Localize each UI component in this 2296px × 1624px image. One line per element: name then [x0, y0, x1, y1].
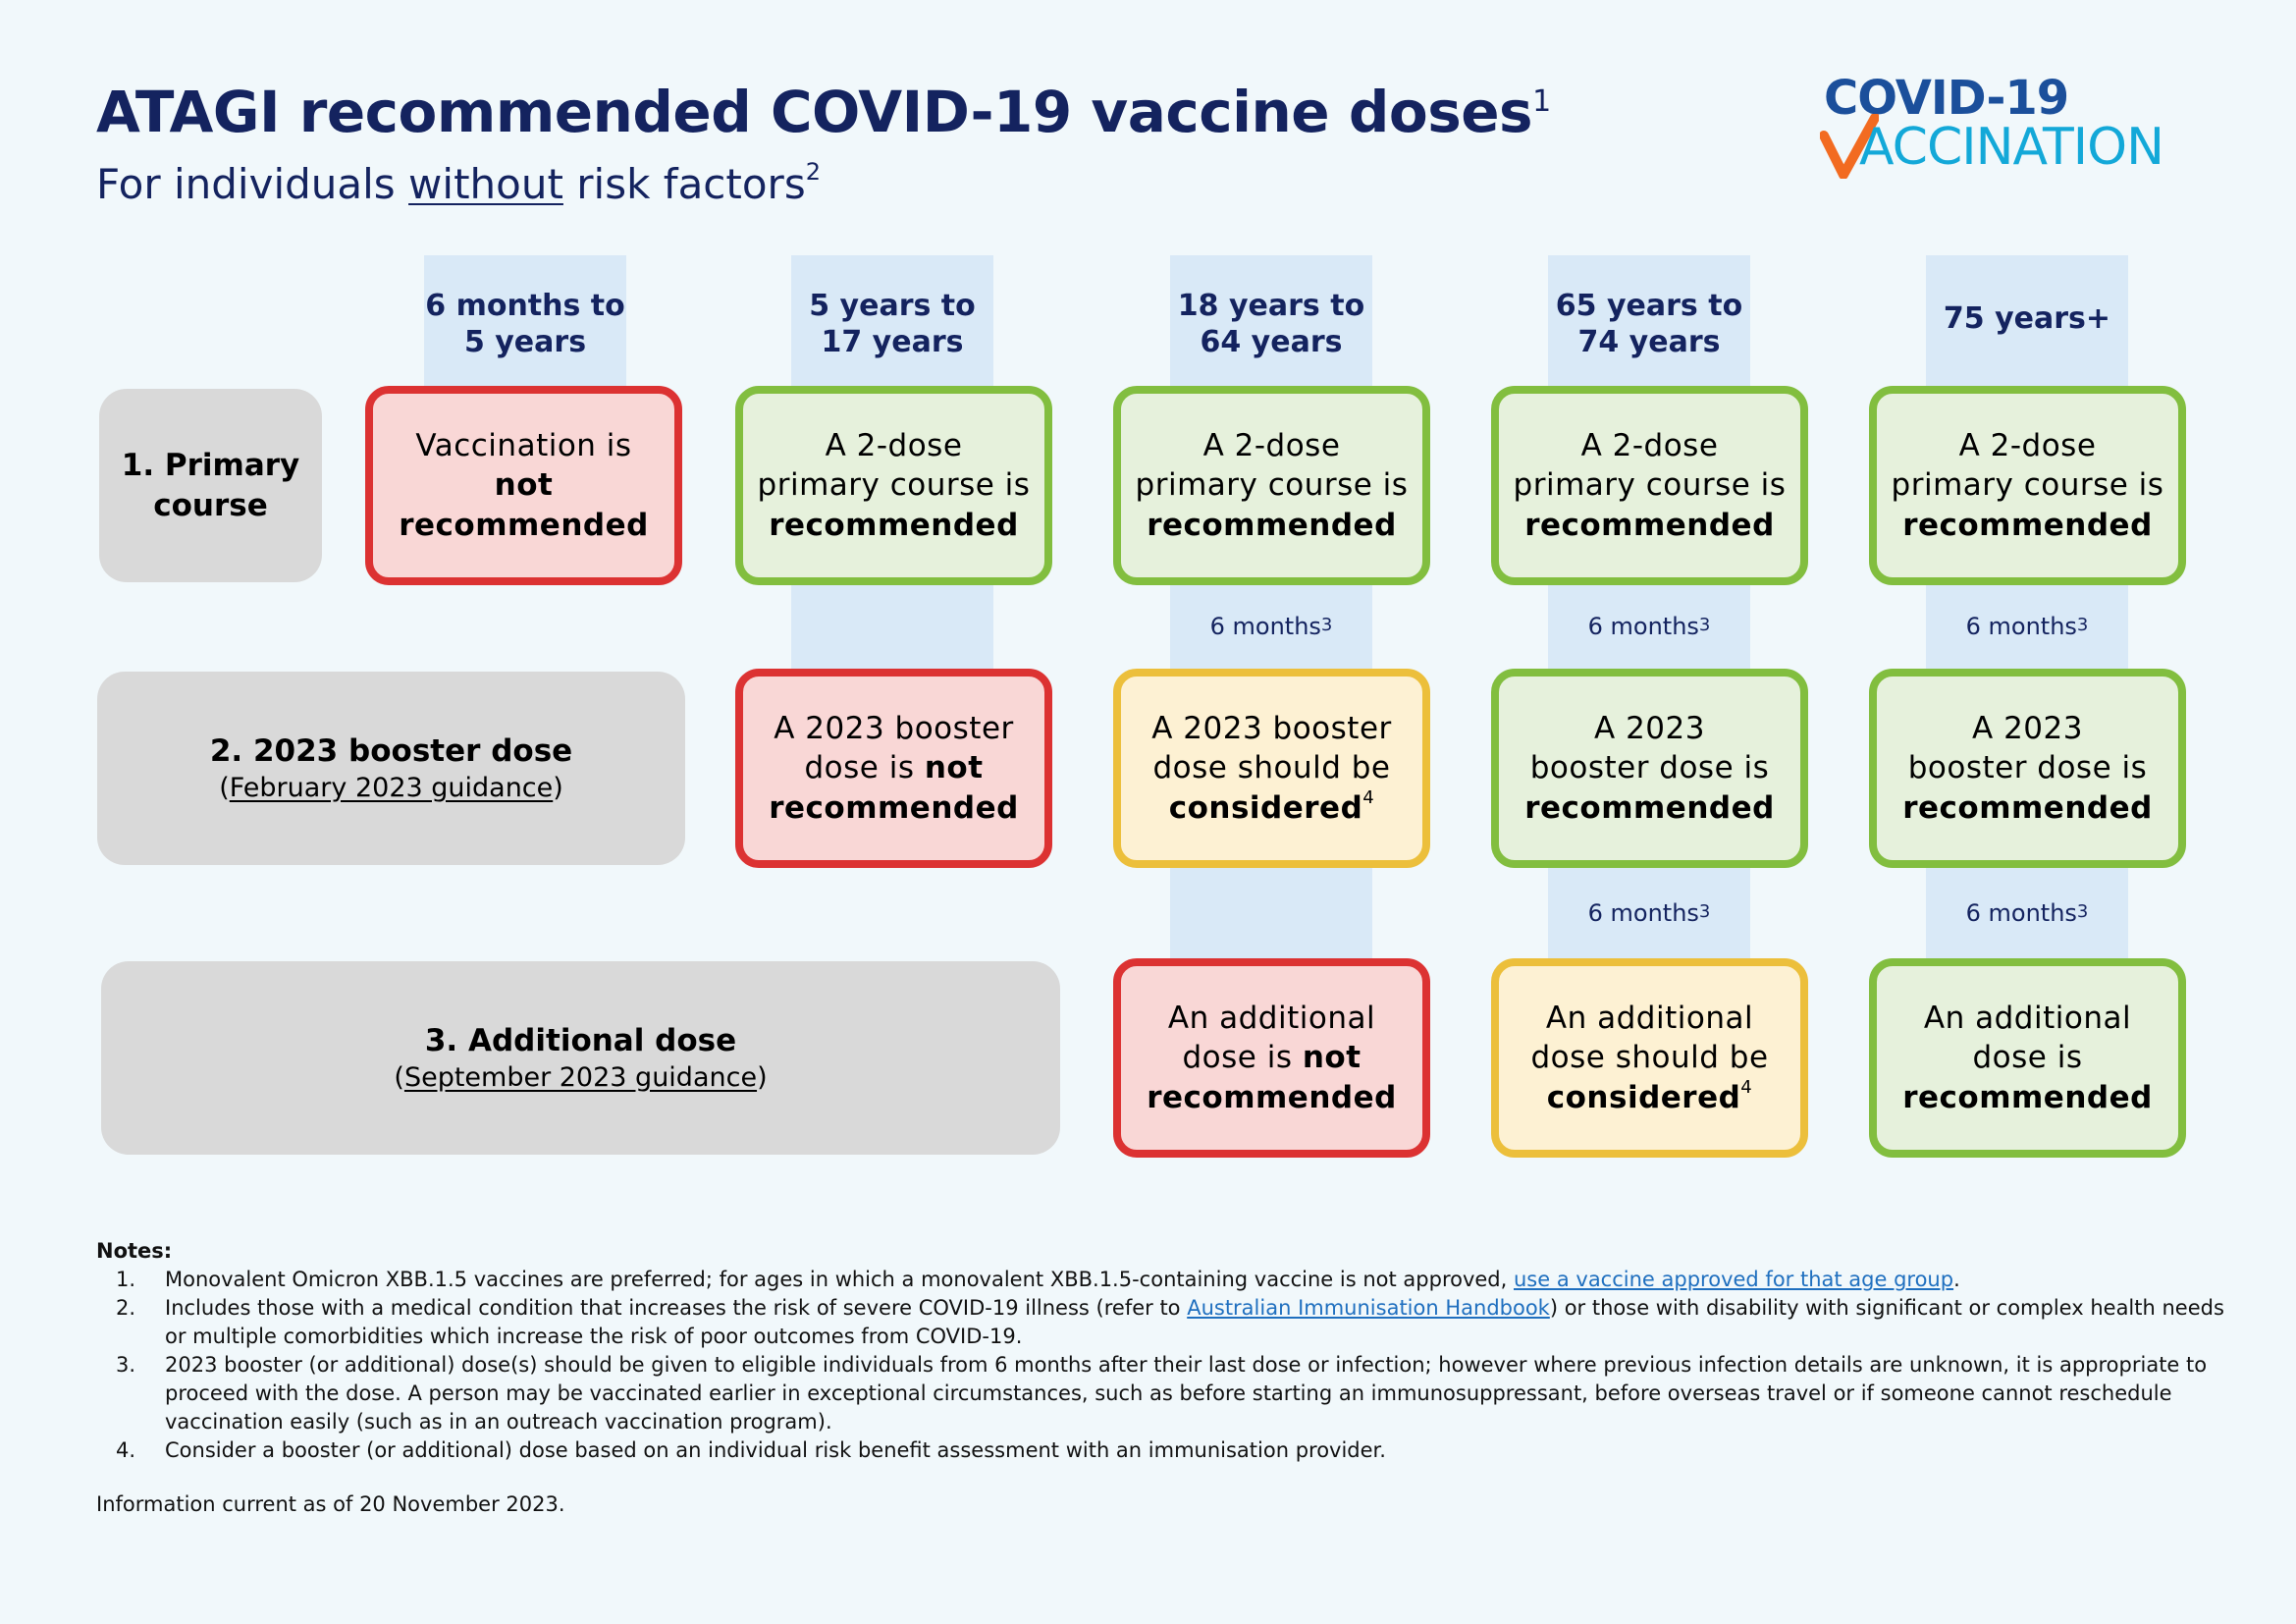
logo-line1: COVID-19	[1824, 71, 2069, 126]
column-header-5y-17y: 5 years to 17 years	[809, 288, 976, 359]
cell-additional-75y-plus: An additional dose is recommended	[1869, 958, 2186, 1158]
logo-line2: ACCINATION	[1859, 118, 2163, 177]
immunisation-handbook-link[interactable]: Australian Immunisation Handbook	[1187, 1296, 1550, 1320]
column-header-18y-64y: 18 years to 64 years	[1177, 288, 1365, 359]
cell-primary-65y-74y: A 2-dose primary course is recommended	[1491, 386, 1808, 585]
cell-primary-6m-5y: Vaccination is not recommended	[365, 386, 682, 585]
cell-primary-18y-64y: A 2-dose primary course is recommended	[1113, 386, 1430, 585]
cell-booster-65y-74y: A 2023 booster dose is recommended	[1491, 669, 1808, 868]
cell-booster-75y-plus: A 2023 booster dose is recommended	[1869, 669, 2186, 868]
interval-label: 6 months $^3$	[1965, 613, 2089, 640]
note-3: 3. 2023 booster (or additional) dose(s) should be given to eligible individuals from 6 months after their last dose or infection; however where previous infection details are unknown, it is appropriate to proceed with the dose. A person may be vaccinated earlier in exceptional circumstances, such as before starting an immunosuppressant, before overseas travel or if someone cannot reschedule vaccination easily (such as in an outreach vaccination program).	[116, 1353, 2208, 1434]
cell-primary-75y-plus: A 2-dose primary course is recommended	[1869, 386, 2186, 585]
column-header-6m-5y: 6 months to 5 years	[425, 288, 625, 359]
interval-label: 6 months $^3$	[1209, 613, 1333, 640]
row-label-booster-dose: 2. 2023 booster dose (February 2023 guidance)	[97, 672, 685, 865]
page-subtitle: For individuals without risk factors$^2$	[96, 158, 821, 208]
note-4: 4. Consider a booster (or additional) dose based on an individual risk benefit assessment with an immunisation provider.	[116, 1438, 1386, 1462]
cell-booster-5y-17y: A 2023 booster dose is not recommended	[735, 669, 1052, 868]
covid-vaccination-logo	[1820, 71, 2193, 179]
row-label-additional-dose: 3. Additional dose (September 2023 guidance)	[101, 961, 1060, 1155]
column-header-65y-74y: 65 years to 74 years	[1555, 288, 1743, 359]
interval-label: 6 months $^3$	[1587, 899, 1711, 927]
row-label-primary-course: 1. Primary course	[99, 389, 322, 582]
note-1: 1. Monovalent Omicron XBB.1.5 vaccines are preferred; for ages in which a monovalent XBB.1.5-containing vaccine is not approved, use a vaccine approved for that age group.	[116, 1268, 1960, 1291]
interval-label: 6 months $^3$	[1965, 899, 2089, 927]
cell-additional-65y-74y: An additional dose should be considered$^4$	[1491, 958, 1808, 1158]
interval-label: 6 months $^3$	[1587, 613, 1711, 640]
information-current-date: Information current as of 20 November 2023.	[96, 1492, 565, 1516]
column-header-75y-plus: 75 years+	[1943, 301, 2111, 337]
vaccine-age-group-link[interactable]: use a vaccine approved for that age group	[1514, 1268, 1954, 1291]
notes-heading: Notes:	[96, 1239, 173, 1263]
cell-booster-18y-64y: A 2023 booster dose should be considered$^4$	[1113, 669, 1430, 868]
note-2: 2. Includes those with a medical condition that increases the risk of severe COVID-19 illness (refer to Australian Immunisation Handbook) or those with disability with significant or complex health needs or multiple comorbidities which increase the risk of poor outcomes from COVID-19.	[116, 1296, 2224, 1348]
notes-section	[96, 1237, 2226, 1465]
cell-primary-5y-17y: A 2-dose primary course is recommended	[735, 386, 1052, 585]
cell-additional-18y-64y: An additional dose is not recommended	[1113, 958, 1430, 1158]
page-title: ATAGI recommended COVID-19 vaccine doses$^1$	[96, 79, 1551, 145]
